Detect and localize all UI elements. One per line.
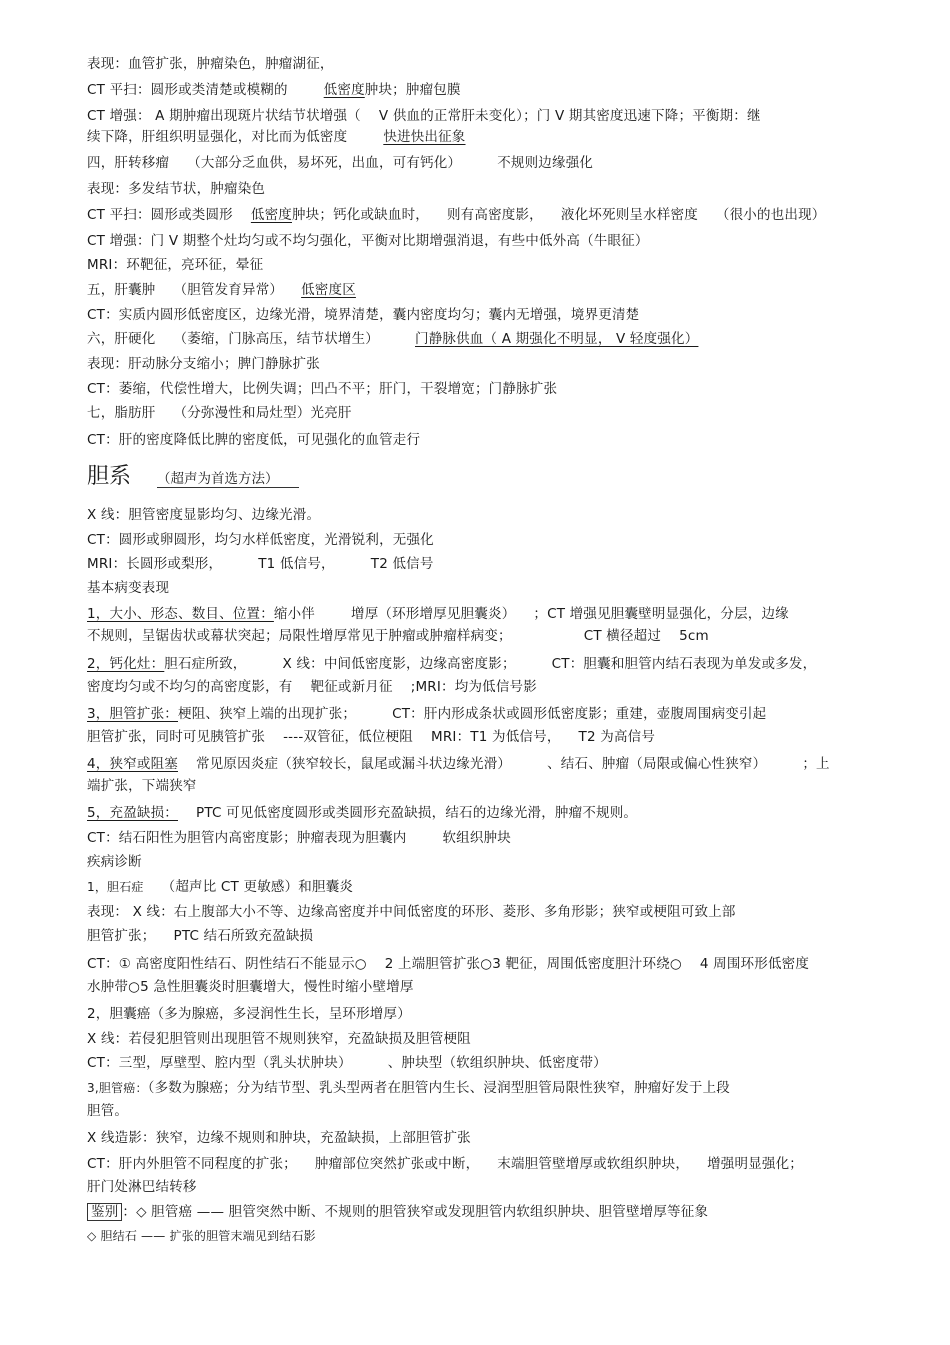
text-line: 密度均匀或不均匀的高密度影，有 靶征或新月征 ;MRI：均为低信号影 xyxy=(87,679,537,695)
text-line: CT：三型，厚壁型、腔内型（乳头状肿块） 、肿块型（软组织肿块、低密度带） xyxy=(87,1055,607,1071)
section-title: 胆系 （超声为首选方法） xyxy=(87,463,299,493)
text-line: 五，肝囊肿 （胆管发育异常） 低密度区 xyxy=(87,282,356,298)
text-line: 四，肝转移瘤 （大部分乏血供，易坏死，出血，可有钙化） 不规则边缘强化 xyxy=(87,155,594,171)
text-line: X 线：胆管密度显影均匀、边缘光滑。 xyxy=(87,507,321,523)
text-line: CT 平扫：圆形或类清楚或模糊的 低密度肿块；肿瘤包膜 xyxy=(87,82,461,98)
text-line: 端扩张，下端狭窄 xyxy=(87,778,197,794)
text-line: 不规则，呈锯齿状或幕状突起；局限性增厚常见于肿瘤或肿瘤样病变； CT 横径超过 5cm xyxy=(87,628,709,644)
text-line: 3,胆管癌：（多数为腺癌；分为结节型、乳头型两者在胆管内生长、浸润型胆管局限性狭窄，肿瘤好发于上段 xyxy=(87,1080,731,1096)
text-line: 基本病变表现 xyxy=(87,580,170,596)
text-line: CT：肝内外胆管不同程度的扩张； 肿瘤部位突然扩张或中断， 末端胆管壁增厚或软组织肿块， 增强明显强化； xyxy=(87,1156,803,1172)
text-line: 1，大小、形态、数目、位置：缩小伴 增厚（环形增厚见胆囊炎） ；CT 增强见胆囊壁明显强化，分层，边缘 xyxy=(87,606,789,622)
text-line: 鉴别 ：◇ 胆管癌 —— 胆管突然中断、不规则的胆管狭窄或发现胆管内软组织肿块、胆管壁增厚等征象 xyxy=(87,1202,890,1222)
text-line: CT：实质内圆形低密度区，边缘光滑，境界清楚，囊内密度均匀；囊内无增强，境界更清楚 xyxy=(87,307,640,323)
text-line: CT：萎缩，代偿性增大，比例失调；凹凸不平；肝门，干裂增宽；门静脉扩张 xyxy=(87,381,558,397)
text-line: 胆管扩张，同时可见胰管扩张 ----双管征，低位梗阻 MRI：T1 为低信号， T2 为高信号 xyxy=(87,729,656,745)
text-line: 3，胆管扩张：梗阻、狭窄上端的出现扩张； CT：肝内形成条状或圆形低密度影；重建，壶腹周围病变引起 xyxy=(87,706,767,722)
text-line: 水肿带○5 急性胆囊炎时胆囊增大，慢性时缩小壁增厚 xyxy=(87,979,414,995)
text-line: 疾病诊断 xyxy=(87,854,142,870)
text-line: 胆管扩张； PTC 结石所致充盈缺损 xyxy=(87,928,314,944)
text-line: CT：结石阳性为胆管内高密度影；肿瘤表现为胆囊内 软组织肿块 xyxy=(87,830,511,846)
text-line: 1，胆石症 （超声比 CT 更敏感）和胆囊炎 xyxy=(87,879,354,895)
text-line: 肝门处淋巴结转移 xyxy=(87,1179,197,1195)
text-line: CT 平扫：圆形或类圆形 低密度肿块；钙化或缺血时， 则有高密度影， 液化坏死则呈水样密度 （很小的也出现） xyxy=(87,207,826,223)
text-line: 表现： X 线：右上腹部大小不等、边缘高密度并中间低密度的环形、菱形、多角形影；狭窄或梗阻可致上部 xyxy=(87,904,736,920)
text-line: CT：① 高密度阳性结石、阴性结石不能显示○ 2 上端胆管扩张○3 靶征，周围低密度胆汁环绕○ 4 周围环形低密度 xyxy=(87,956,810,972)
text-line: CT：肝的密度降低比脾的密度低，可见强化的血管走行 xyxy=(87,432,421,448)
text-line: X 线造影：狭窄，边缘不规则和肿块，充盈缺损，上部胆管扩张 xyxy=(87,1130,471,1146)
text-line: X 线：若侵犯胆管则出现胆管不规则狭窄，充盈缺损及胆管梗阻 xyxy=(87,1031,471,1047)
text-line: 2，钙化灶：胆石症所致， X 线：中间低密度影，边缘高密度影； CT：胆囊和胆管内结石表现为单发或多发， xyxy=(87,656,817,672)
text-line: 七，脂肪肝 （分弥漫性和局灶型）光亮肝 xyxy=(87,405,352,421)
text-line: CT 增强： A 期肿瘤出现斑片状结节状增强（ V 供血的正常肝未变化）；门 V 期其密度迅速下降；平衡期：继 xyxy=(87,108,761,124)
diagnosis-label: 鉴别 xyxy=(87,1203,122,1221)
text-line: 表现：多发结节状，肿瘤染色 xyxy=(87,181,266,197)
text-line: 表现：血管扩张，肿瘤染色，肿瘤湖征， xyxy=(87,56,334,72)
text-line: 六，肝硬化 （萎缩，门脉高压，结节状增生） 门静脉供血（ A 期强化不明显， V 轻度强化） xyxy=(87,331,699,347)
text-line: MRI：环靶征，亮环征，晕征 xyxy=(87,257,264,273)
text-line: 5，充盈缺损： PTC 可见低密度圆形或类圆形充盈缺损，结石的边缘光滑，肿瘤不规则。 xyxy=(87,805,638,821)
text-line: 表现：肝动脉分支缩小；脾门静脉扩张 xyxy=(87,356,320,372)
text-line: MRI：长圆形或梨形， T1 低信号， T2 低信号 xyxy=(87,556,434,572)
text-line: CT：圆形或卵圆形，均匀水样低密度，光滑锐利，无强化 xyxy=(87,532,434,548)
text-line: CT 增强：门 V 期整个灶均匀或不均匀强化，平衡对比期增强消退，有些中低外高（牛眼征） xyxy=(87,233,649,249)
text-line: 胆管。 xyxy=(87,1103,129,1119)
text-line: ◇ 胆结石 —— 扩张的胆管末端见到结石影 xyxy=(87,1229,316,1243)
text-line: 2，胆囊癌（多为腺癌，多浸润性生长，呈环形增厚） xyxy=(87,1006,411,1022)
text-line: 4，狭窄或阻塞 常见原因炎症（狭窄较长，鼠尾或漏斗状边缘光滑） 、结石、肿瘤（局限或偏心性狭窄） ；上 xyxy=(87,756,830,772)
text-line: 续下降，肝组织明显强化，对比而为低密度 快进快出征象 xyxy=(87,129,466,145)
